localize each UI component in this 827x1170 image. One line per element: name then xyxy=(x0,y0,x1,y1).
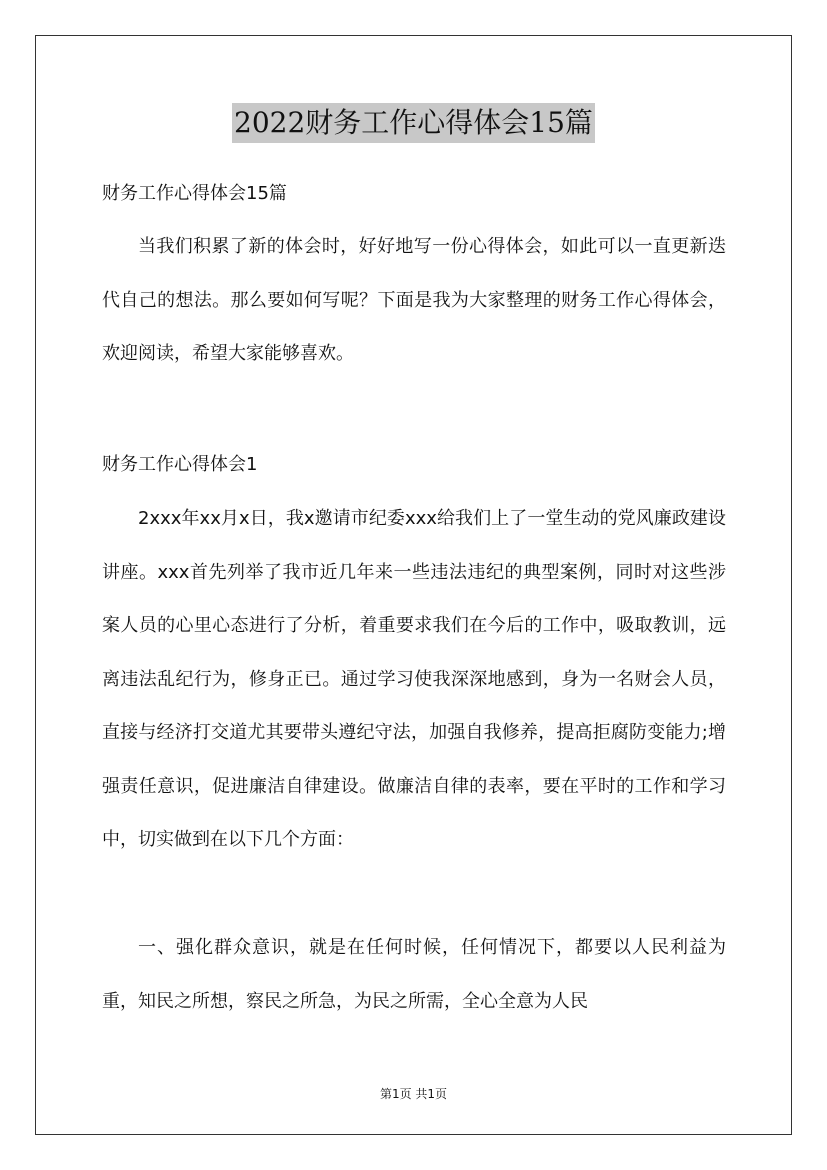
intro-paragraph: 当我们积累了新的体会时，好好地写一份心得体会，如此可以一直更新迭代自己的想法。那么要如何写呢？下面是我为大家整理的财务工作心得体会，欢迎阅读，希望大家能够喜欢。 xyxy=(102,236,726,364)
page-footer: 第1页 共1页 xyxy=(379,1087,448,1101)
subtitle: 财务工作心得体会15篇 xyxy=(102,183,287,204)
body-paragraph: 一、强化群众意识，就是在任何时候，任何情况下，都要以人民利益为重，知民之所想，察民之所急，为民之所需，全心全意为人民 xyxy=(102,937,726,1012)
document-title: 2022财务工作心得体会15篇 xyxy=(232,103,595,143)
body-paragraph: 2xxx年xx月x日，我x邀请市纪委xxx给我们上了一堂生动的党风廉政建设讲座。xxx首先列举了我市近几年来一些违法违纪的典型案例，同时对这些涉案人员的心里心态进行了分析，着重要求我们在今后的工作中，吸取教训，远离违法乱纪行为，修身正已。通过学习使我深深地感到，身为一名财会人员，直接与经济打交道尤其要带头遵纪守法，加强自我修养，提高拒腐防变能力;增强责任意识，促进廉洁自律建设。做廉洁自律的表率，要在平时的工作和学习中，切实做到在以下几个方面： xyxy=(102,508,726,850)
section-heading: 财务工作心得体会1 xyxy=(102,454,258,475)
title-container xyxy=(0,103,827,143)
